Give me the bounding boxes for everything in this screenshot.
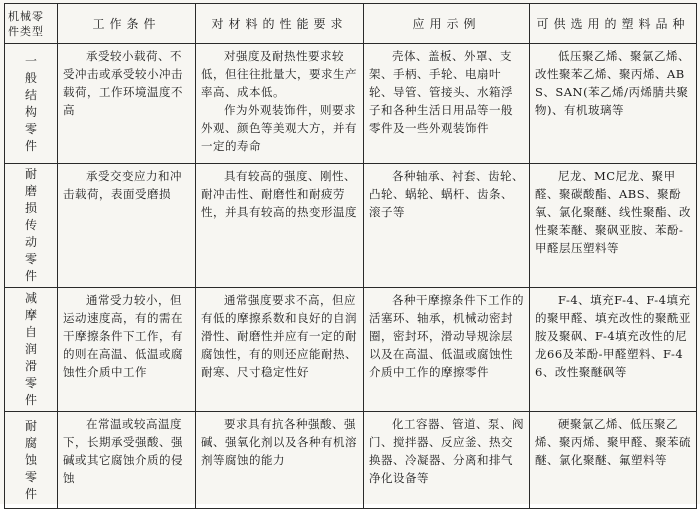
header-material-requirements: 对材料的性能要求 — [196, 4, 364, 44]
examples-cell: 各种干摩擦条件下工作的活塞环、轴承，机械动密封圈，密封环，滑动导规涂层以及在高温、低温或腐蚀性介质中工作的摩擦零件 — [364, 288, 530, 412]
header-working-conditions: 工作条件 — [58, 4, 196, 44]
conditions-cell: 承受交变应力和冲击载荷，表面受磨损 — [58, 164, 196, 288]
conditions-cell: 承受较小载荷、不受冲击或承受较小冲击载荷，工作环境温度不高 — [58, 44, 196, 164]
conditions-cell: 通常受力较小，但运动速度高，有的需在干摩擦条件下工作，有的则在高温、低温或腐蚀性介质中工作 — [58, 288, 196, 412]
table-row — [5, 164, 697, 288]
header-application-examples: 应用示例 — [364, 4, 530, 44]
plastics-cell: 尼龙、MC尼龙、聚甲醛、聚碳酸酯、ABS、聚酚氧、氯化聚醚、线性聚酯、改性聚苯醚、聚砜亚胺、苯酚-甲醛层压塑料等 — [530, 164, 697, 288]
requirements-cell: 具有较高的强度、刚性、耐冲击性、耐磨性和耐疲劳性，并具有较高的热变形温度 — [196, 164, 364, 288]
part-type-cell: 减摩自润滑零件 — [5, 288, 58, 412]
requirements-cell: 要求具有抗各种强酸、强碱、强氧化剂以及各种有机溶剂等腐蚀的能力 — [196, 412, 364, 509]
table-row — [5, 44, 697, 164]
part-type-cell: 耐磨损传动零件 — [5, 164, 58, 288]
examples-cell: 各种轴承、衬套、齿轮、凸轮、蜗轮、蜗杆、齿条、滚子等 — [364, 164, 530, 288]
plastics-cell: F-4、填充F-4、F-4填充的聚甲醛、填充改性的聚酰亚胺及聚砜、F-4填充改性的尼龙66及苯酚-甲醛塑料、F-46、改性聚醚砜等 — [530, 288, 697, 412]
plastics-cell: 低压聚乙烯、聚氯乙烯、改性聚苯乙烯、聚丙烯、ABS、SAN(苯乙烯/丙烯腈共聚物)、有机玻璃等 — [530, 44, 697, 164]
plastics-selection-table — [4, 3, 697, 509]
header-optional-plastics: 可供选用的塑料品种 — [530, 4, 697, 44]
table-row — [5, 412, 697, 509]
examples-cell: 化工容器、管道、泵、阀门、搅拌器、反应釜、热交换器、冷凝器、分离和排气净化设备等 — [364, 412, 530, 509]
part-type-cell: 耐腐蚀零件 — [5, 412, 58, 509]
table-header-row — [5, 4, 697, 44]
examples-cell: 壳体、盖板、外罩、支架、手柄、手轮、电扇叶轮、导管、管接头、水箱浮子和各种生活日用品等一般零件及一些外观装饰件 — [364, 44, 530, 164]
header-part-type: 机械零件类型 — [5, 4, 58, 44]
requirements-cell: 通常强度要求不高，但应有低的摩擦系数和良好的自润滑性、耐磨性并应有一定的耐腐蚀性，有的则还应能耐热、耐寒、尺寸稳定性好 — [196, 288, 364, 412]
plastics-cell: 硬聚氯乙烯、低压聚乙烯、聚丙烯、聚甲醛、聚苯硫醚、氯化聚醚、氟塑料等 — [530, 412, 697, 509]
table-row — [5, 288, 697, 412]
requirements-cell: 对强度及耐热性要求较低，但往往批量大，要求生产率高、成本低。 作为外观装饰件，则要求外观、颜色等美观大方，并有一定的寿命 — [196, 44, 364, 164]
conditions-cell: 在常温或较高温度下，长期承受强酸、强碱或其它腐蚀介质的侵蚀 — [58, 412, 196, 509]
part-type-cell: 一般结构零件 — [5, 44, 58, 164]
